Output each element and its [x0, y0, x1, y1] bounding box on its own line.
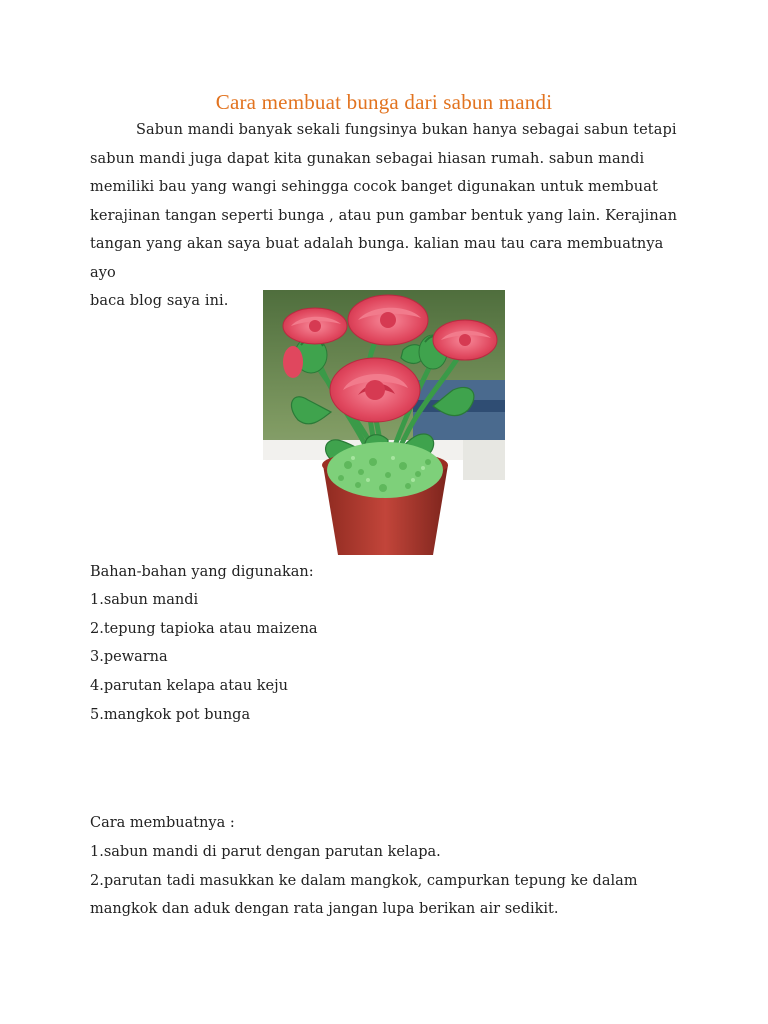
- intro-paragraph: [90, 116, 690, 316]
- intro-line: kerajinan tangan seperti bunga , atau pun gambar bentuk yang lain. Kerajinan: [90, 207, 678, 224]
- materials-heading: Bahan-bahan yang digunakan:: [90, 564, 314, 580]
- list-item: 5.mangkok pot bunga: [90, 706, 251, 723]
- intro-line: memiliki bau yang wangi sehingga cocok banget digunakan untuk membuat: [90, 179, 658, 195]
- list-item: 1.sabun mandi: [90, 592, 199, 608]
- soap-flower-illustration: [263, 290, 505, 561]
- list-item: mangkok dan aduk dengan rata jangan lupa berikan air sedikit.: [90, 901, 559, 918]
- intro-line: baca blog saya ini.: [90, 293, 229, 309]
- intro-line: tangan yang akan saya buat adalah bunga. kalian mau tau cara membuatnya ayo: [90, 236, 664, 281]
- list-item: 2.parutan tadi masukkan ke dalam mangkok, campurkan tepung ke dalam: [90, 872, 638, 889]
- soap-flower-photo: [263, 290, 505, 561]
- list-item: 3.pewarna: [90, 649, 168, 666]
- intro-line: sabun mandi juga dapat kita gunakan sebagai hiasan rumah. sabun mandi: [90, 150, 645, 167]
- steps-heading: Cara membuatnya :: [90, 815, 235, 831]
- document-title: Cara membuat bunga dari sabun mandi: [215, 90, 553, 114]
- steps-list: [90, 838, 710, 924]
- list-item: 2.tepung tapioka atau maizena: [90, 620, 318, 637]
- materials-list: [90, 586, 710, 730]
- intro-line: Sabun mandi banyak sekali fungsinya bukan hanya sebagai sabun tetapi: [136, 122, 677, 138]
- list-item: 4.parutan kelapa atau keju: [90, 678, 288, 695]
- list-item: 1.sabun mandi di parut dengan parutan kelapa.: [90, 844, 441, 860]
